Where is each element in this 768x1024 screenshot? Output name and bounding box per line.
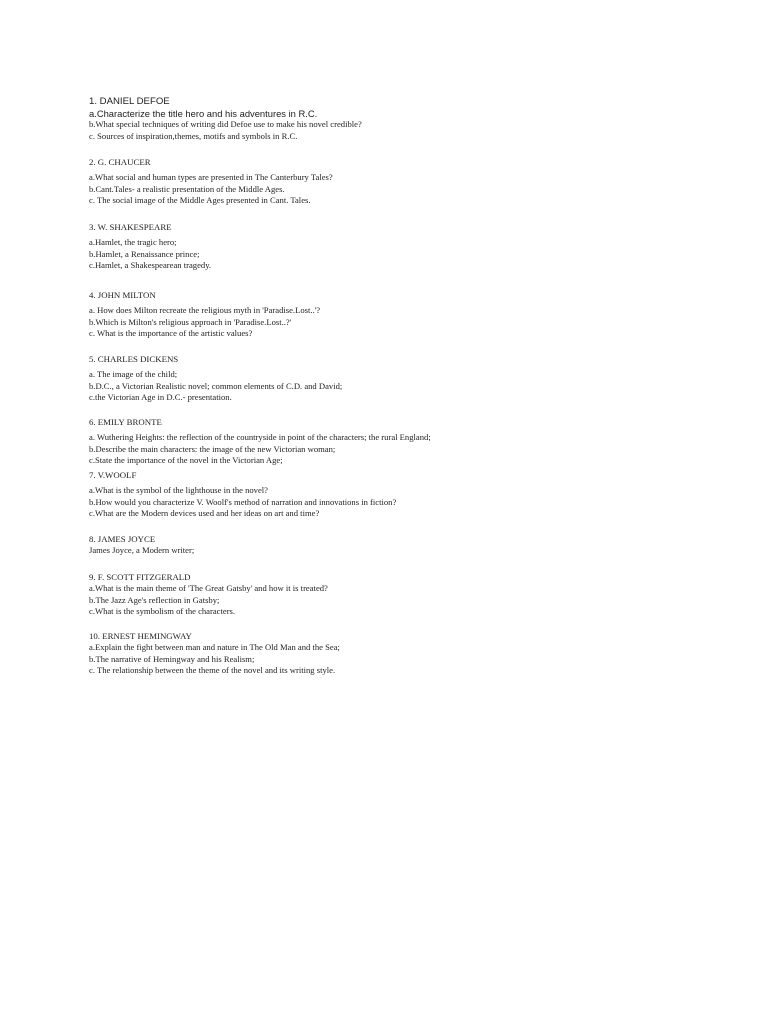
question-item: a. How does Milton recreate the religious myth in 'Paradise.Lost..'? xyxy=(89,305,321,316)
question-item: c.State the importance of the novel in the Victorian Age; xyxy=(89,455,283,466)
question-item: c.the Victorian Age in D.C.- presentation. xyxy=(89,392,232,403)
section-heading: 2. G. CHAUCER xyxy=(89,157,151,167)
question-item: James Joyce, a Modern writer; xyxy=(89,545,195,556)
question-item: b.Hamlet, a Renaissance prince; xyxy=(89,248,200,259)
question-item: b.D.C., a Victorian Realistic novel; common elements of C.D. and David; xyxy=(89,380,343,391)
question-item: c. Sources of inspiration,themes, motifs and symbols in R.C. xyxy=(89,130,298,141)
question-item: b.Which is Milton's religious approach in 'Paradise.Lost..?' xyxy=(89,316,292,327)
section-milton xyxy=(89,290,729,340)
section-heading: 7. V.WOOLF xyxy=(89,470,137,480)
question-item: a.Characterize the title hero and his adventures in R.C. xyxy=(89,107,318,119)
section-defoe xyxy=(89,96,729,142)
section-heading: 3. W. SHAKESPEARE xyxy=(89,222,172,232)
question-item: a.What is the main theme of 'The Great Gatsby' and how it is treated? xyxy=(89,583,328,594)
question-item: b.Describe the main characters: the image of the new Victorian woman; xyxy=(89,443,336,454)
question-item: c.Hamlet, a Shakespearean tragedy. xyxy=(89,260,212,271)
question-item: b.The Jazz Age's reflection in Gatsby; xyxy=(89,594,220,605)
section-shakespeare xyxy=(89,222,729,272)
question-item: b.The narrative of Hemingway and his Realism; xyxy=(89,653,255,664)
question-item: c.What is the symbolism of the characters. xyxy=(89,606,236,617)
section-heading: 4. JOHN MILTON xyxy=(89,290,156,300)
section-woolf xyxy=(89,470,729,520)
section-heading: 10. ERNEST HEMINGWAY xyxy=(89,631,192,641)
question-item: c. The social image of the Middle Ages presented in Cant. Tales. xyxy=(89,195,311,206)
question-item: c. The relationship between the theme of the novel and its writing style. xyxy=(89,665,336,676)
question-item: c. What is the importance of the artistic values? xyxy=(89,328,253,339)
section-bronte xyxy=(89,417,729,467)
section-heading: 6. EMILY BRONTE xyxy=(89,417,162,427)
question-item: a. The image of the child; xyxy=(89,369,178,380)
section-heading: 9. F. SCOTT FITZGERALD xyxy=(89,572,191,582)
section-dickens xyxy=(89,354,729,404)
question-item: b.Cant.Tales- a realistic presentation of the Middle Ages. xyxy=(89,183,285,194)
section-joyce xyxy=(89,534,729,557)
question-item: a.Hamlet, the tragic hero; xyxy=(89,237,177,248)
section-heading: 1. DANIEL DEFOE xyxy=(89,96,170,107)
question-item: a. Wuthering Heights: the reflection of the countryside in point of the characters; the rural England; xyxy=(89,432,431,443)
question-item: a.Explain the fight between man and nature in The Old Man and the Sea; xyxy=(89,642,340,653)
section-hemingway xyxy=(89,631,729,677)
section-fitzgerald xyxy=(89,572,729,618)
section-chaucer xyxy=(89,157,729,207)
question-item: c.What are the Modern devices used and her ideas on art and time? xyxy=(89,508,320,519)
section-heading: 8. JAMES JOYCE xyxy=(89,534,156,544)
question-item: a.What social and human types are presented in The Canterbury Tales? xyxy=(89,172,333,183)
question-item: a.What is the symbol of the lighthouse in the novel? xyxy=(89,485,269,496)
question-item: b.How would you characterize V. Woolf's method of narration and innovations in fiction? xyxy=(89,496,397,507)
section-heading: 5. CHARLES DICKENS xyxy=(89,354,179,364)
question-item: b.What special techniques of writing did Defoe use to make his novel credible? xyxy=(89,119,362,130)
